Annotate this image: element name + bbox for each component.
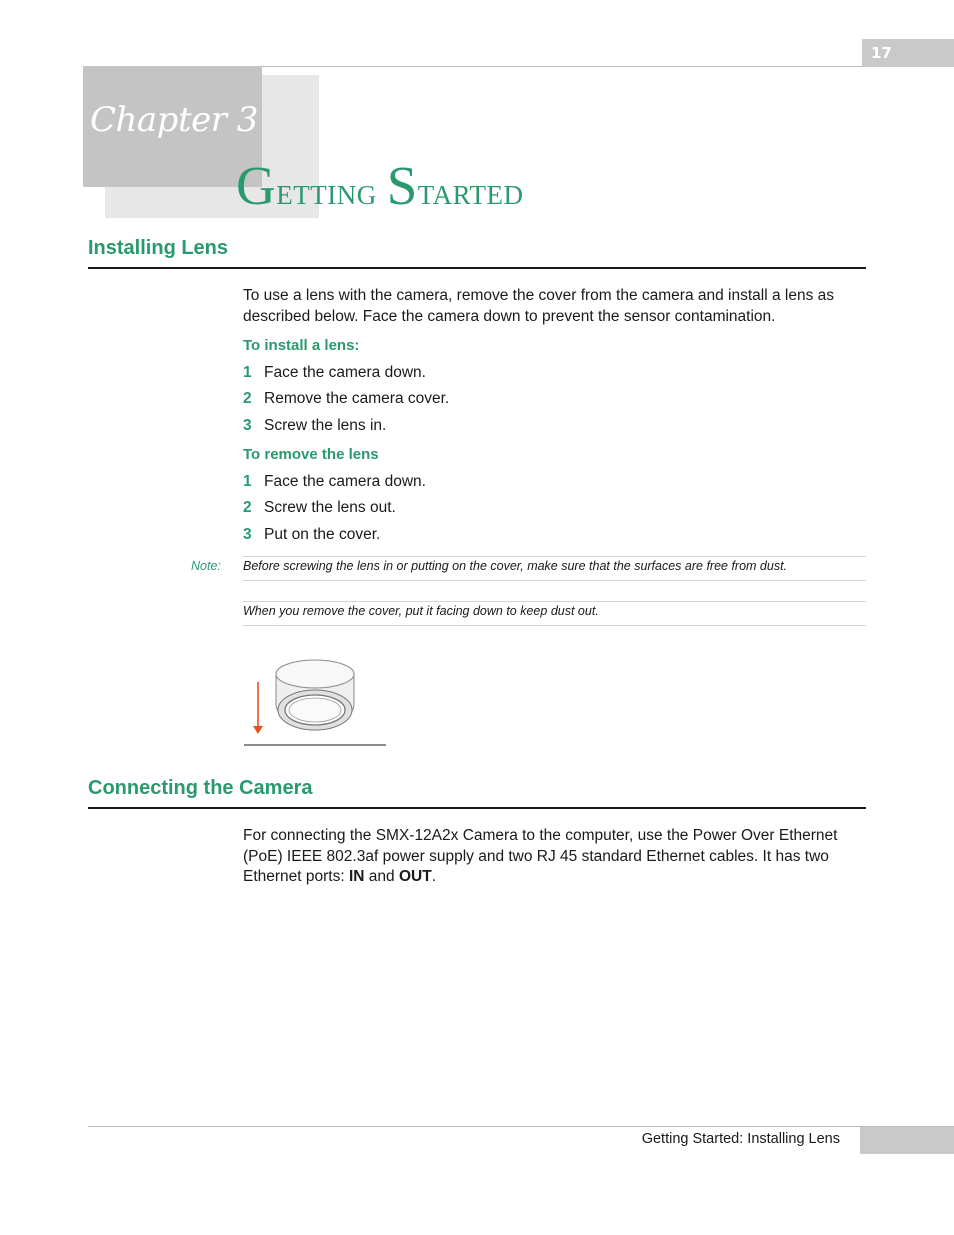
section-heading-installing-lens: Installing Lens xyxy=(88,237,229,259)
chapter-title xyxy=(236,155,524,216)
step-number: 3 xyxy=(243,417,252,434)
step-number: 3 xyxy=(243,526,252,543)
step-text: Put on the cover. xyxy=(264,526,381,543)
port-out-label: OUT xyxy=(398,868,432,885)
chapter-title-cap-1: G xyxy=(236,155,277,216)
note-rule-top xyxy=(243,556,866,557)
remove-step xyxy=(243,499,396,517)
step-text: Screw the lens in. xyxy=(264,417,387,434)
remove-step xyxy=(243,473,426,491)
step-number: 2 xyxy=(243,499,252,516)
remove-step xyxy=(243,526,380,544)
section-heading-connecting-camera: Connecting the Camera xyxy=(88,777,313,799)
step-text: Screw the lens out. xyxy=(264,499,396,516)
chapter-title-part-2: tarted xyxy=(417,171,524,213)
connecting-text-end: . xyxy=(431,868,436,885)
footer-tab xyxy=(860,1127,954,1154)
lens-cover-illustration xyxy=(244,652,386,746)
chapter-title-part-1: etting xyxy=(276,171,387,213)
install-step xyxy=(243,390,449,408)
page-number: 17 xyxy=(862,39,954,67)
lens-cover-icon xyxy=(276,660,354,730)
note2-rule-bottom xyxy=(243,625,866,626)
footer-text: Getting Started: Installing Lens xyxy=(641,1131,840,1147)
footer-rule xyxy=(88,1126,954,1127)
connecting-text xyxy=(243,826,863,888)
port-in-label: IN xyxy=(348,868,365,885)
installing-intro: To use a lens with the camera, remove the cover from the camera and install a lens as described below. Face the camera down to prevent the sensor contamination. xyxy=(243,287,835,325)
chapter-label: Chapter 3 xyxy=(90,100,258,140)
section-rule xyxy=(88,267,866,269)
install-step xyxy=(243,364,426,382)
install-procedure-heading: To install a lens: xyxy=(243,337,360,354)
step-text: Face the camera down. xyxy=(264,364,426,381)
connecting-text-and: and xyxy=(364,868,399,885)
note-rule-bottom xyxy=(243,580,866,581)
step-number: 1 xyxy=(243,364,252,381)
note2-text: When you remove the cover, put it facing down to keep dust out. xyxy=(243,604,599,618)
install-step xyxy=(243,417,386,435)
note-text: Before screwing the lens in or putting on the cover, make sure that the surfaces are free from dust. xyxy=(243,559,788,573)
step-text: Face the camera down. xyxy=(264,473,426,490)
remove-procedure-heading: To remove the lens xyxy=(243,446,379,463)
step-text: Remove the camera cover. xyxy=(264,390,450,407)
connecting-text-main: For connecting the SMX-12A2x Camera to the computer, use the Power Over Ethernet (PoE) IEEE 802.3af power supply and two RJ 45 standard Ethernet cables. It has two Ethernet ports: xyxy=(243,827,838,885)
chapter-title-cap-2: S xyxy=(386,155,418,216)
note-label: Note: xyxy=(191,559,221,573)
section-rule xyxy=(88,807,866,809)
down-arrow-icon xyxy=(253,682,263,734)
step-number: 1 xyxy=(243,473,252,490)
step-number: 2 xyxy=(243,390,252,407)
note2-rule-top xyxy=(243,601,866,602)
